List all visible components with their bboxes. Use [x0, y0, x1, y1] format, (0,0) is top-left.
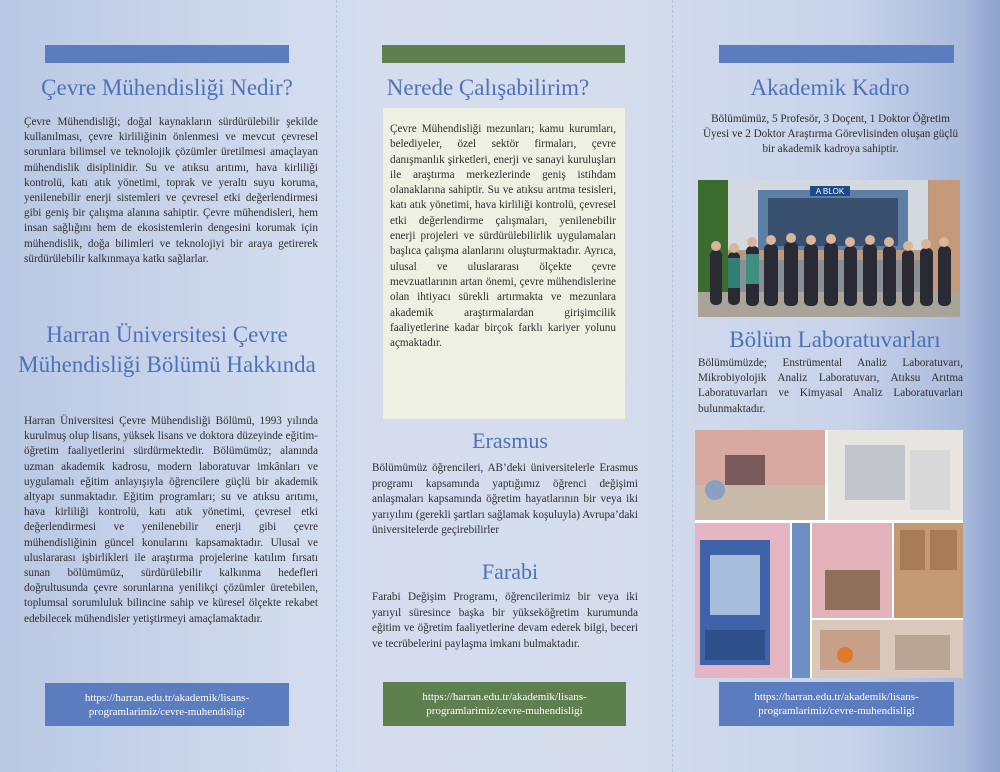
middle-title-farabi: Farabi	[481, 559, 539, 584]
left-title-harran: Harran Üniversitesi Çevre Mühendisliği Bölümü Hakkında	[18, 322, 316, 377]
fold-line	[336, 0, 338, 772]
middle-paragraph-farabi: Farabi Değişim Programı, öğrencilerimiz bir veya iki yarıyıl süresince başka bir yükseköğretim kurumunda eğitim ve öğretim faaliyetlerine devam ederek bilgi, beceri ve tecrübelerini paylaşma imkanı bulmaktadır.	[372, 591, 638, 650]
left-top-bar	[45, 45, 289, 63]
middle-title-erasmus: Erasmus	[472, 428, 548, 453]
lab-photo-collage	[695, 430, 963, 678]
middle-title-nerede: Nerede Çalışabilirim?	[386, 75, 590, 100]
fold-line	[672, 0, 674, 772]
left-paragraph-about: Harran Üniversitesi Çevre Mühendisliği Bölümü, 1993 yılında kurulmuş olup lisans, yüksek lisans ve doktora düzeyinde eğitim-öğretim faaliyetlerini sürdürmektedir. Bölümümüz; alanında uzman akademik kadrosu, modern laboratuvar imkânları ve uygulamalı eğitim anlayışıyla öğrencilere güçlü bir akademik altyapı sunmaktadır. Eğitim programları; su ve atıksu arıtımı, hava kirliliği kontrolü, katı atık yönetimi, çevresel etki değerlendirmesi ve yenilenebilir enerji gibi çevre mühendisliğinin güncel konularını kapsamaktadır. Ulusal ve uluslararası işbirlikleri ile araştırma projelerine katılım fırsatı sunan bölümümüz, sürdürülebilir kalkınma hedefleri doğrultusunda çevre sorunlarına yenilikçi çözümler üretebilen, toplumsal sorumluluk bilincine sahip ve küresel ölçekte rekabet edebilecek mühendisler yetiştirmeyi amaçlamaktadır.	[24, 415, 318, 625]
middle-top-bar	[382, 45, 625, 63]
right-top-bar	[719, 45, 954, 63]
middle-website-link[interactable]: https://harran.edu.tr/akademik/lisans-programlarimiz/cevre-muhendisligi	[383, 682, 626, 726]
right-website-link[interactable]: https://harran.edu.tr/akademik/lisans-programlarimiz/cevre-muhendisligi	[719, 682, 954, 726]
middle-paragraph-career: Çevre Mühendisliği mezunları; kamu kurumları, belediyeler, özel sektör firmaları, çevre danışmanlık şirketleri, enerji ve sanayi kuruluşları ile araştırma merkezlerinde geniş istihdam olanaklarına sahiptir. Su ve atıksu arıtma tesisleri, katı atık yönetimi, hava kirliliği kontrolü, çevresel etki değerlendirme çalışmaları, yenilenebilir enerji projeleri ve sürdürülebilirlik uygulamaları başlıca çalışma alanlarını oluşturmaktadır. Ayrıca, ulusal ve uluslararası ölçekte çevre mevzuatlarının artan önemi, çevre mühendislerine olan ihtiyacı sürekli artırmakta ve mezunlara akademik araştırmalardan girişimcilik faaliyetlerine kadar birçok farklı kariyer yolunu açmaktadır.	[390, 123, 616, 350]
middle-paragraph-erasmus: Bölümümüz öğrencileri, AB’deki üniversitelerle Erasmus programı kapsamında yaptığımız öğrenci değişimi anlaşmaları kapsamında öğretim hayatlarının bir veya iki yarıyılını (gerekli şartları sağlamak koşuluyla) Avrupa’daki üniversitelerde geçirebilirler	[372, 462, 638, 536]
right-paragraph-labs: Bölümümüzde; Enstrümental Analiz Laboratuvarı, Mikrobiyolojik Analiz Laboratuvarı, Atıksu Arıtma Laboratuvarları ve Kimyasal Analiz Laboratuvarları bulunmaktadır.	[698, 357, 963, 415]
right-title-akademik-kadro: Akademik Kadro	[750, 75, 910, 100]
page-edge-shadow	[965, 0, 1000, 772]
staff-group-photo	[698, 180, 960, 317]
building-sign: A BLOK	[815, 187, 845, 196]
left-title-cevre-muhendisligi: Çevre Mühendisliği Nedir?	[41, 75, 293, 100]
left-paragraph-intro: Çevre Mühendisliği; doğal kaynakların sürdürülebilir şekilde kullanılması, çevre kirliliğinin önlenmesi ve mevcut çevresel sorunlara bilimsel ve teknolojik çözümler üretilmesi amaçlayan mühendislik disiplinidir. Su ve atıksu arıtımı, hava kirliliği kontrolü, katı atık yönetimi, toprak ve yeraltı suyu koruma, yenilenebilir enerji sistemleri ve çevresel etki değerlendirmesi gibi geniş bir çalışma alanına sahiptir. Çevre mühendisleri, hem insan sağlığını hem de ekosistemlerin dengesini korumak için mühendislik, doğa bilimleri ve teknolojiyi bir araya getirerek sürdürülebilir kalkınmaya katkı sağlarlar.	[24, 116, 318, 265]
left-website-link[interactable]: https://harran.edu.tr/akademik/lisans-programlarimiz/cevre-muhendisligi	[45, 683, 289, 726]
right-paragraph-staff: Bölümümüz, 5 Profesör, 3 Doçent, 1 Doktor Öğretim Üyesi ve 2 Doktor Araştırma Görevlisinden oluşan güçlü bir akademik kadroya sahiptir.	[702, 113, 959, 156]
right-title-laboratuvarlar: Bölüm Laboratuvarları	[729, 327, 941, 352]
